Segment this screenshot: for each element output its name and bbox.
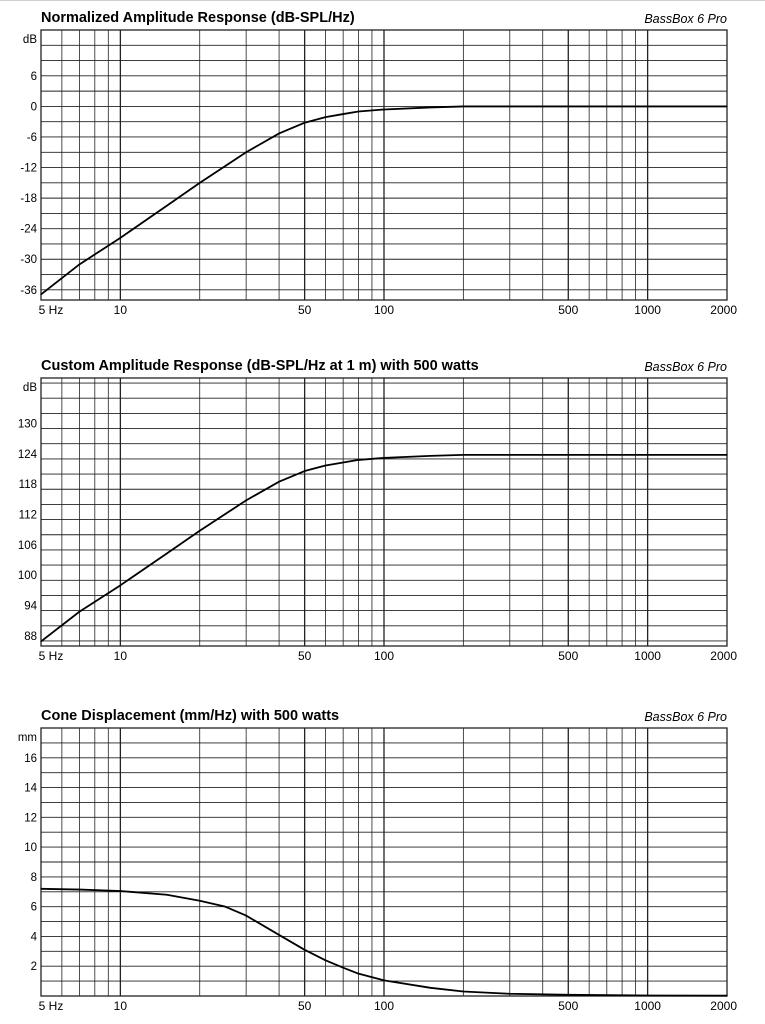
x-tick-label: 100 — [373, 303, 395, 317]
x-tick-label: 500 — [558, 999, 579, 1013]
x-tick-label: 50 — [297, 649, 312, 663]
data-point — [568, 454, 569, 455]
y-tick-label: 6 — [30, 70, 37, 83]
data-point — [568, 106, 569, 107]
data-point — [647, 454, 648, 455]
data-point — [304, 470, 305, 471]
data-point — [343, 967, 344, 968]
y-tick-label: 16 — [24, 752, 37, 765]
chart-svg — [0, 708, 765, 1024]
brand-label: BassBox 6 Pro — [644, 710, 727, 724]
y-tick-label: 6 — [30, 901, 37, 914]
y-tick-label: 118 — [18, 479, 37, 492]
data-point — [199, 182, 200, 183]
data-point — [726, 995, 727, 996]
y-tick-label: 112 — [18, 509, 37, 522]
chart-title: Normalized Amplitude Response (dB-SPL/Hz) — [41, 10, 355, 26]
x-tick-label: 5 Hz — [38, 999, 64, 1013]
data-point — [568, 994, 569, 995]
y-tick-label: -12 — [20, 162, 37, 175]
y-tick-label: -24 — [20, 223, 37, 236]
x-tick-label: 2000 — [710, 649, 737, 663]
data-point — [199, 900, 200, 901]
chart-svg — [0, 358, 765, 678]
y-tick-label: 0 — [30, 101, 37, 114]
y-tick-label: -36 — [20, 284, 37, 297]
chart-svg — [0, 10, 765, 330]
data-point — [509, 993, 510, 994]
y-tick-label: 94 — [24, 600, 37, 613]
x-tick-label: 10 — [113, 649, 128, 663]
y-tick-label: 10 — [24, 842, 37, 855]
y-tick-label: 130 — [17, 418, 37, 431]
data-point — [120, 585, 121, 586]
brand-label: BassBox 6 Pro — [644, 360, 727, 374]
x-tick-label: 500 — [558, 649, 579, 663]
chart-title: Custom Amplitude Response (dB-SPL/Hz at 1 m) with 500 watts — [41, 358, 479, 374]
panel-cone-displacement — [0, 708, 765, 1024]
data-point — [79, 611, 80, 612]
x-tick-label: 100 — [373, 649, 395, 663]
data-point — [509, 106, 510, 107]
x-tick-label: 1000 — [634, 999, 661, 1013]
data-point — [166, 553, 167, 554]
x-tick-label: 50 — [297, 999, 312, 1013]
data-point — [120, 237, 121, 238]
data-point — [79, 889, 80, 890]
x-tick-label: 5 Hz — [38, 303, 64, 317]
data-point — [166, 894, 167, 895]
data-point — [343, 462, 344, 463]
data-point — [246, 915, 247, 916]
data-point — [325, 960, 326, 961]
data-point — [325, 465, 326, 466]
y-tick-label: 2 — [30, 961, 37, 974]
y-tick-label: 12 — [24, 812, 37, 825]
y-tick-label: 4 — [30, 931, 37, 944]
x-tick-label: 10 — [113, 303, 128, 317]
y-tick-label: 8 — [30, 871, 37, 884]
data-point — [225, 906, 226, 907]
y-axis-unit: dB — [22, 382, 37, 394]
x-tick-label: 100 — [373, 999, 395, 1013]
data-point — [40, 294, 41, 295]
data-point — [358, 111, 359, 112]
data-point — [246, 500, 247, 501]
data-point — [463, 991, 464, 992]
y-tick-label: 124 — [17, 448, 37, 461]
data-point — [358, 459, 359, 460]
data-point — [304, 949, 305, 950]
data-point — [278, 133, 279, 134]
x-tick-label: 10 — [113, 999, 128, 1013]
x-tick-label: 1000 — [634, 303, 661, 317]
y-axis-unit: dB — [22, 34, 37, 46]
y-tick-label: -6 — [26, 131, 37, 144]
brand-label: BassBox 6 Pro — [644, 12, 727, 26]
data-point — [647, 106, 648, 107]
y-tick-label: -18 — [20, 193, 37, 206]
data-point — [120, 890, 121, 891]
data-point — [79, 264, 80, 265]
data-point — [463, 454, 464, 455]
data-point — [509, 454, 510, 455]
x-tick-label: 50 — [297, 303, 312, 317]
data-point — [40, 888, 41, 889]
data-point — [647, 995, 648, 996]
y-tick-label: -30 — [20, 254, 37, 267]
data-point — [358, 973, 359, 974]
panel-normalized-amplitude — [0, 10, 765, 330]
data-point — [343, 113, 344, 114]
chart-title: Cone Displacement (mm/Hz) with 500 watts — [41, 708, 340, 724]
x-tick-label: 5 Hz — [38, 649, 64, 663]
panel-custom-amplitude — [0, 358, 765, 678]
data-point — [246, 152, 247, 153]
data-point — [383, 109, 384, 110]
y-axis-unit: mm — [17, 732, 37, 744]
x-tick-label: 500 — [558, 303, 579, 317]
data-point — [430, 455, 431, 456]
data-point — [199, 530, 200, 531]
data-point — [278, 934, 279, 935]
data-point — [278, 481, 279, 482]
data-point — [430, 107, 431, 108]
data-point — [166, 205, 167, 206]
y-tick-label: 88 — [24, 630, 37, 643]
y-tick-label: 100 — [17, 570, 37, 583]
data-point — [430, 987, 431, 988]
data-point — [40, 641, 41, 642]
data-point — [726, 454, 727, 455]
data-point — [726, 106, 727, 107]
data-point — [383, 980, 384, 981]
top-border — [0, 0, 765, 1]
data-point — [463, 106, 464, 107]
data-point — [304, 122, 305, 123]
x-tick-label: 2000 — [710, 303, 737, 317]
x-tick-label: 2000 — [710, 999, 737, 1013]
y-tick-label: 14 — [24, 782, 37, 795]
data-point — [383, 457, 384, 458]
x-tick-label: 1000 — [634, 649, 661, 663]
y-tick-label: 106 — [17, 539, 37, 552]
data-point — [325, 117, 326, 118]
